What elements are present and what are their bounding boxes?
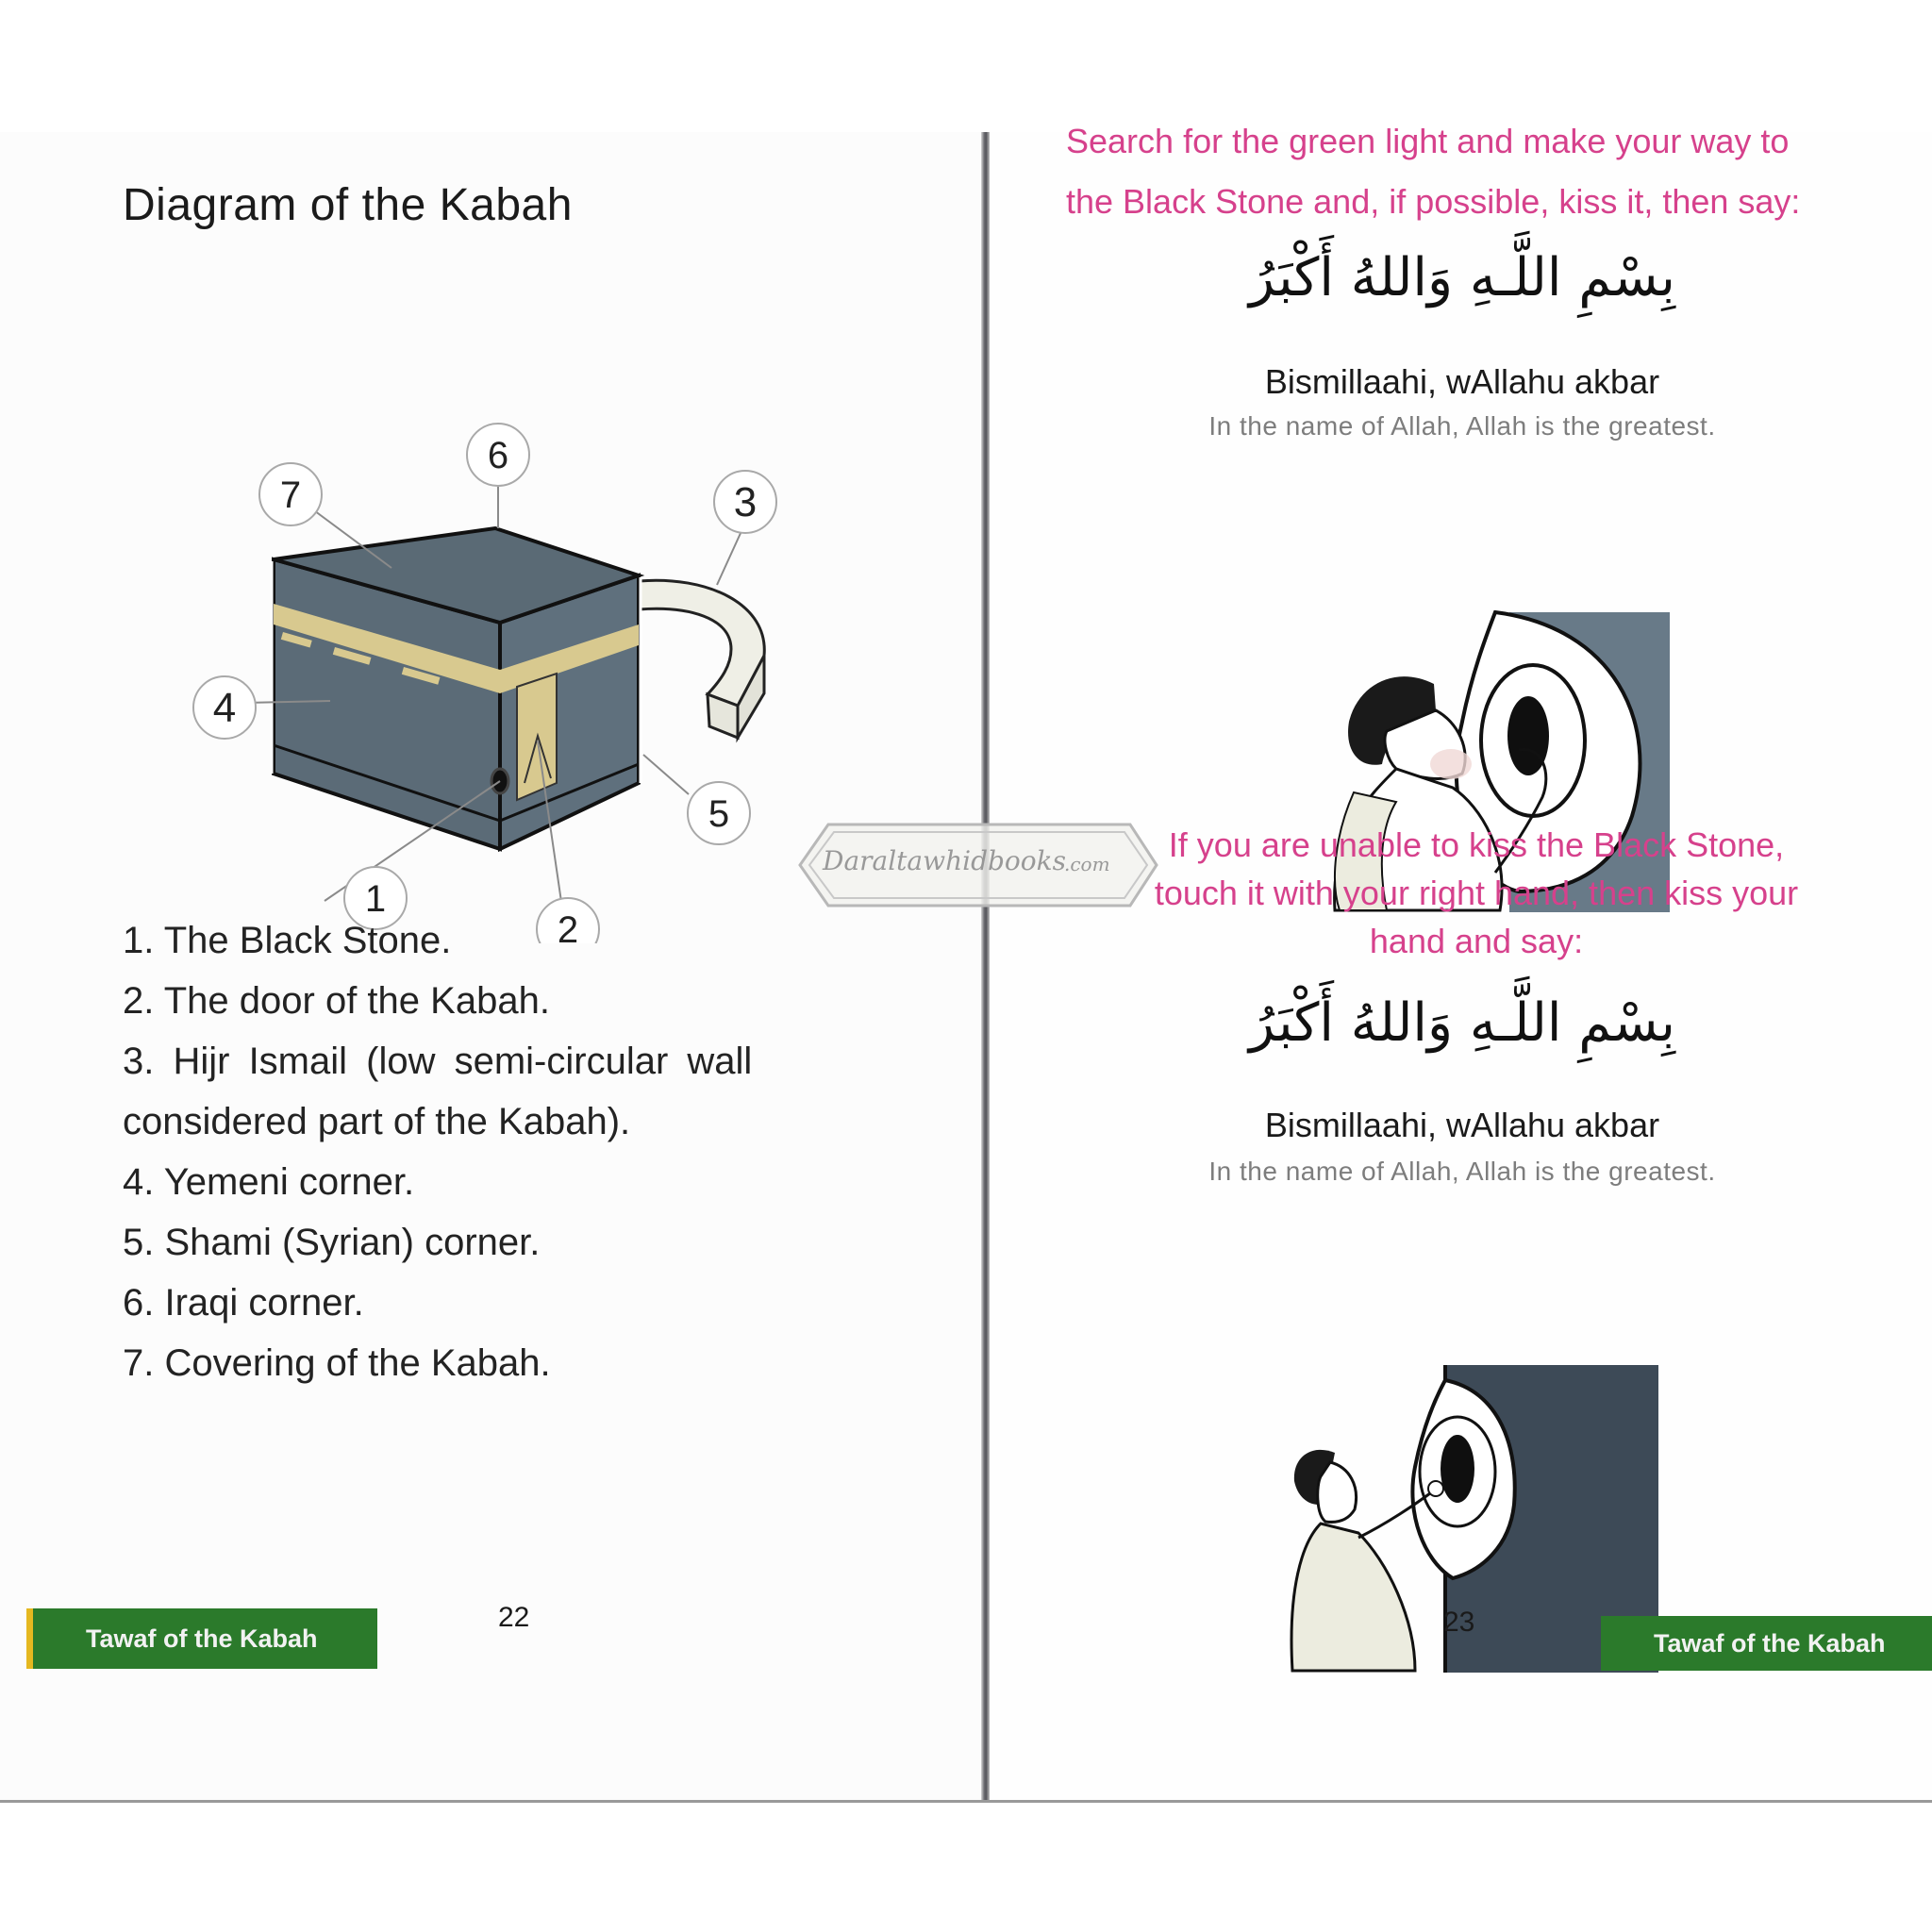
footer-label: Tawaf of the Kabah [86, 1624, 318, 1653]
transliteration: Bismillaahi, wAllahu akbar [1264, 1106, 1660, 1144]
legend-item: 7. Covering of the Kabah. [123, 1342, 551, 1384]
translation: In the name of Allah, Allah is the greatest. [1208, 1157, 1716, 1186]
footer-chapter-tab [26, 1608, 377, 1669]
transliteration: Bismillaahi, wAllahu akbar [1264, 362, 1660, 401]
footer-chapter-tab [1601, 1616, 1932, 1671]
callout-3 [714, 471, 776, 533]
watermark-suffix: .com [1064, 853, 1110, 875]
hijr-ismail-wall [639, 580, 764, 738]
svg-text:7: 7 [279, 475, 302, 516]
legend-item: 1. The Black Stone. [123, 920, 452, 961]
translation: In the name of Allah, Allah is the greatest. [1208, 411, 1716, 441]
svg-text:4: 4 [212, 685, 237, 731]
arabic-supplication: بِسْمِ اللَّـهِ وَاللهُ أَكْبَرُ [1248, 247, 1676, 308]
svg-text:3: 3 [733, 479, 758, 525]
svg-text:2: 2 [557, 909, 579, 943]
instruction-line: If you are unable to kiss the Black Stone, [1168, 825, 1785, 864]
page-title: Diagram of the Kabah [123, 180, 573, 230]
legend-item: 2. The door of the Kabah. [123, 980, 550, 1022]
svg-text:5: 5 [708, 793, 730, 835]
svg-text:1: 1 [364, 878, 387, 920]
callout-5 [688, 782, 750, 844]
instruction-text [1066, 111, 1887, 232]
watermark-text: Daraltawhidbooks [823, 845, 1066, 876]
legend-item: 3. Hijr Ismail (low semi-circular wall [123, 1041, 753, 1082]
diagram-legend [123, 910, 924, 1393]
svg-text:6: 6 [487, 435, 509, 476]
page-number: 22 [498, 1602, 530, 1633]
legend-item: 6. Iraqi corner. [123, 1282, 364, 1324]
page-number: 23 [1443, 1607, 1475, 1638]
legend-item: considered part of the Kabah). [123, 1101, 631, 1142]
instruction-line: Search for the green light and make your way to [1066, 122, 1790, 160]
legend-item: 5. Shami (Syrian) corner. [123, 1222, 541, 1263]
book-spine [981, 132, 990, 1802]
instruction-line: hand and say: [1369, 922, 1584, 960]
instruction-text [1061, 821, 1891, 965]
legend-item: 4. Yemeni corner. [123, 1161, 415, 1203]
instruction-line: touch it with your right hand, then kiss your [1154, 874, 1799, 912]
kabah-diagram [179, 406, 783, 943]
callout-6 [467, 424, 529, 486]
callout-7 [259, 463, 322, 525]
callout-4 [193, 676, 256, 739]
arabic-supplication: بِسْمِ اللَّـهِ وَاللهُ أَكْبَرُ [1248, 992, 1676, 1054]
footer-label: Tawaf of the Kabah [1654, 1628, 1886, 1657]
page-bottom-edge [0, 1800, 1932, 1803]
instruction-line: the Black Stone and, if possible, kiss it, then say: [1066, 182, 1801, 221]
